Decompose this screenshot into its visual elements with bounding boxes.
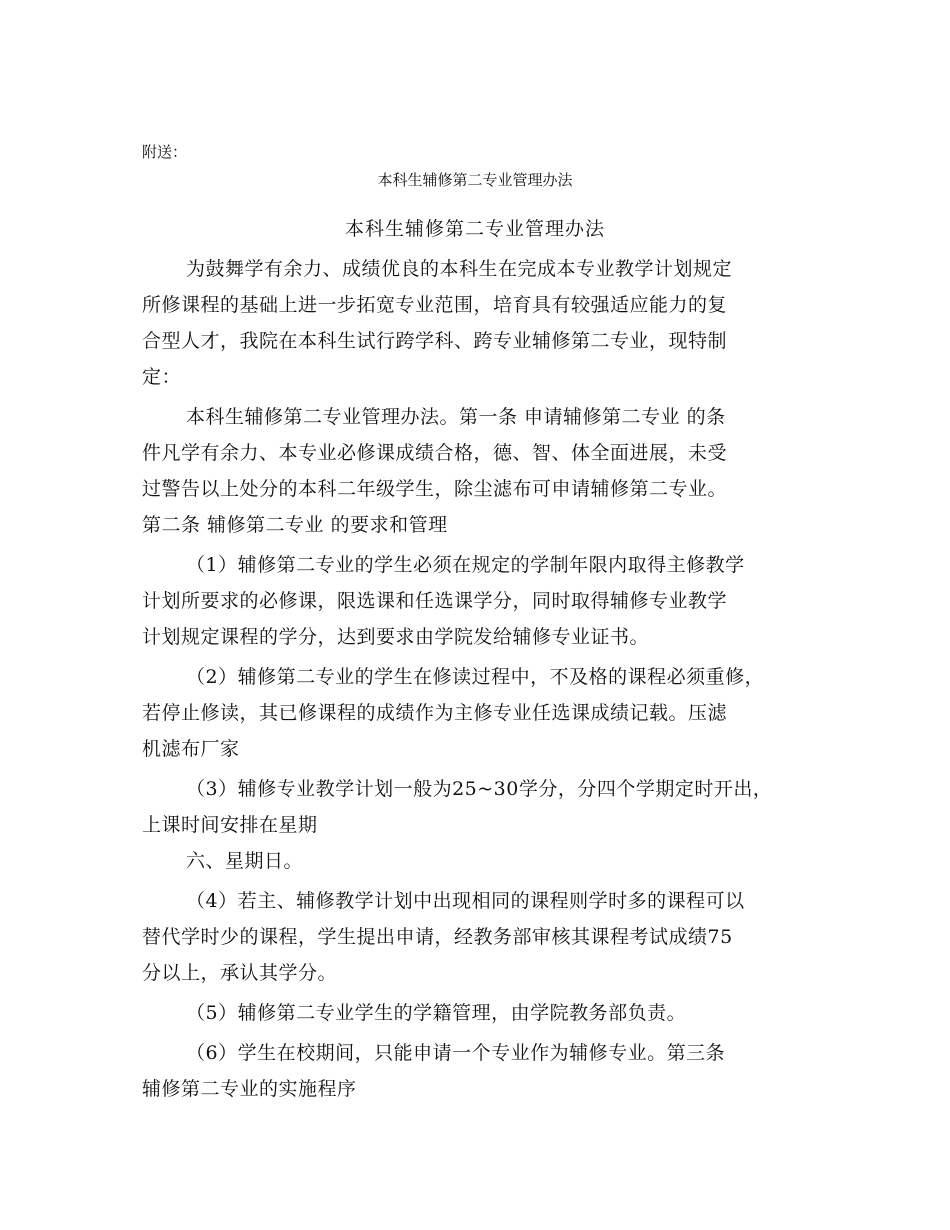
body-line: 上课时间安排在星期 bbox=[142, 814, 318, 836]
body-line: （1）辅修第二专业的学生必须在规定的学制年限内取得主修教学 bbox=[186, 554, 745, 576]
body-line: 所修课程的基础上进一步拓宽专业范围，培育具有较强适应能力的复 bbox=[142, 294, 728, 316]
body-line: 第二条 辅修第二专业 的要求和管理 bbox=[142, 514, 448, 536]
body-line: （2）辅修第二专业的学生在修读过程中，不及格的课程必须重修， bbox=[186, 666, 765, 688]
body-line: 定： bbox=[142, 366, 182, 388]
body-line: 分以上，承认其学分。 bbox=[142, 962, 338, 984]
body-line: 替代学时少的课程，学生提出申请，经教务部审核其课程考试成绩75 bbox=[142, 926, 733, 948]
body-line: 六、星期日。 bbox=[186, 850, 304, 872]
body-line: 合型人才，我院在本科生试行跨学科、跨专业辅修第二专业，现特制 bbox=[142, 330, 728, 352]
document-title: 本科生辅修第二专业管理办法 bbox=[344, 218, 605, 240]
small-title: 本科生辅修第二专业管理办法 bbox=[377, 171, 573, 189]
body-line: （5）辅修第二专业学生的学籍管理，由学院教务部负责。 bbox=[186, 1002, 687, 1024]
body-line: （3）辅修专业教学计划一般为25~30学分，分四个学期定时开出， bbox=[186, 778, 773, 800]
body-line: （4）若主、辅修教学计划中出现相同的课程则学时多的课程可以 bbox=[186, 890, 745, 912]
body-line: 辅修第二专业的实施程序 bbox=[142, 1078, 357, 1100]
body-line: 计划所要求的必修课，限选课和任选课学分，同时取得辅修专业教学 bbox=[142, 590, 728, 612]
body-line: 为鼓舞学有余力、成绩优良的本科生在完成本专业教学计划规定 bbox=[186, 258, 733, 280]
body-line: 计划规定课程的学分，达到要求由学院发给辅修专业证书。 bbox=[142, 626, 650, 648]
attachment-label: 附送： bbox=[142, 143, 188, 161]
body-line: 若停止修读，其已修课程的成绩作为主修专业任选课成绩记载。压滤 bbox=[142, 702, 728, 724]
body-line: （6）学生在校期间，只能申请一个专业作为辅修专业。第三条 bbox=[186, 1042, 726, 1064]
body-line: 件凡学有余力、本专业必修课成绩合格，德、智、体全面进展，未受 bbox=[142, 442, 728, 464]
body-line: 本科生辅修第二专业管理办法。第一条 申请辅修第二专业 的条 bbox=[186, 406, 726, 428]
body-line: 过警告以上处分的本科二年级学生，除尘滤布可申请辅修第二专业。 bbox=[142, 478, 728, 500]
body-line: 机滤布厂家 bbox=[142, 738, 240, 760]
